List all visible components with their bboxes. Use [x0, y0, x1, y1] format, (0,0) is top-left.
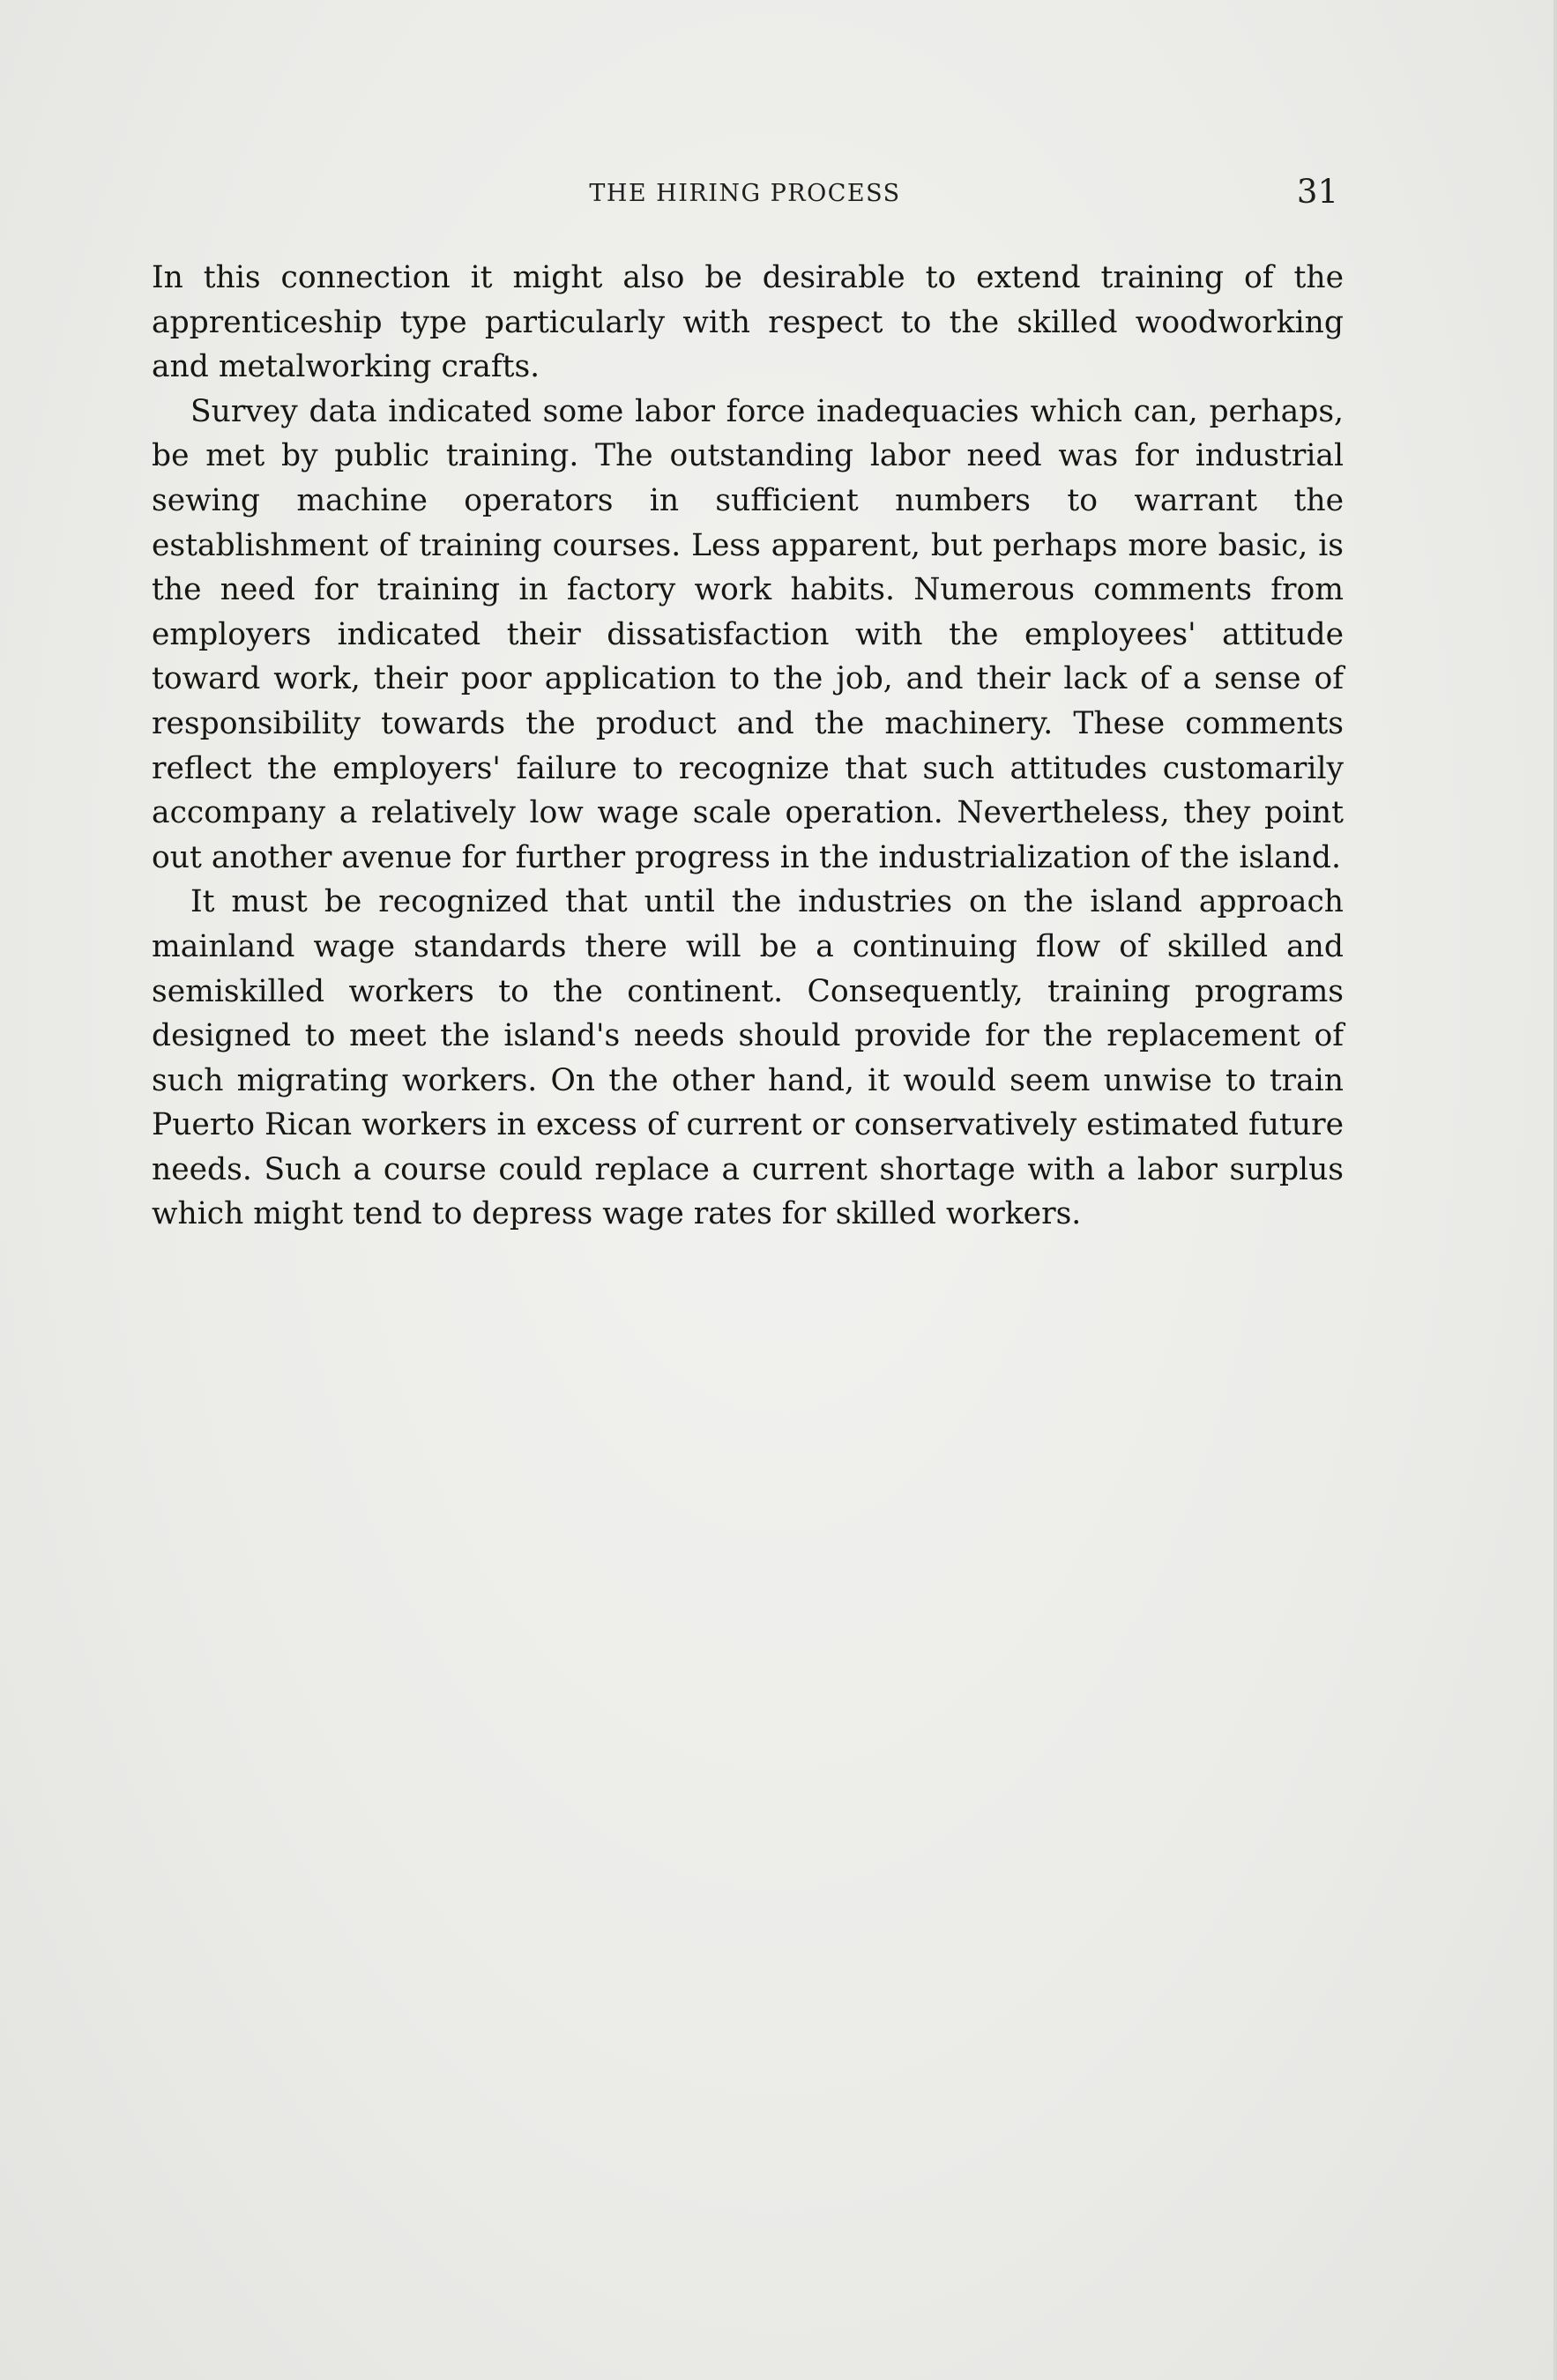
paragraph-3: It must be recognized that until the industries on the island approach mainland wage standards there will be a continuing flow of skilled and semiskilled workers to the continent. Consequently, training programs designed to meet the island's needs should provide for the replacement of such migrating workers. On the other hand, it would seem unwise to train Puerto Rican workers in excess of current or conservatively estimated future needs. Such a course could replace a current shortage with a labor surplus which might tend to depress wage rates for skilled workers.	[152, 884, 1344, 1232]
paragraph-2: Survey data indicated some labor force inadequacies which can, perhaps, be met by public training. The outstanding labor need was for industrial sewing machine operators in sufficient numbers to warrant the establishment of training courses. Less apparent, but perhaps more basic, is the need for training in factory work habits. Numerous comments from employers indicated their dissatisfaction with the employees' attitude toward work, their poor application to the job, and their lack of a sense of responsibility towards the product and the machinery. These comments reflect the employers' failure to recognize that such attitudes customarily accompany a relatively low wage scale operation. Nevertheless, they point out another avenue for further progress in the industrialization of the island.	[152, 393, 1344, 875]
page-number: 31	[1296, 173, 1338, 211]
body-text	[152, 256, 1344, 1237]
paragraph-1: In this connection it might also be desirable to extend training of the apprenticeship type particularly with respect to the skilled woodworking and metalworking crafts.	[152, 260, 1344, 385]
running-header	[152, 173, 1338, 215]
running-title: THE HIRING PROCESS	[589, 180, 901, 207]
